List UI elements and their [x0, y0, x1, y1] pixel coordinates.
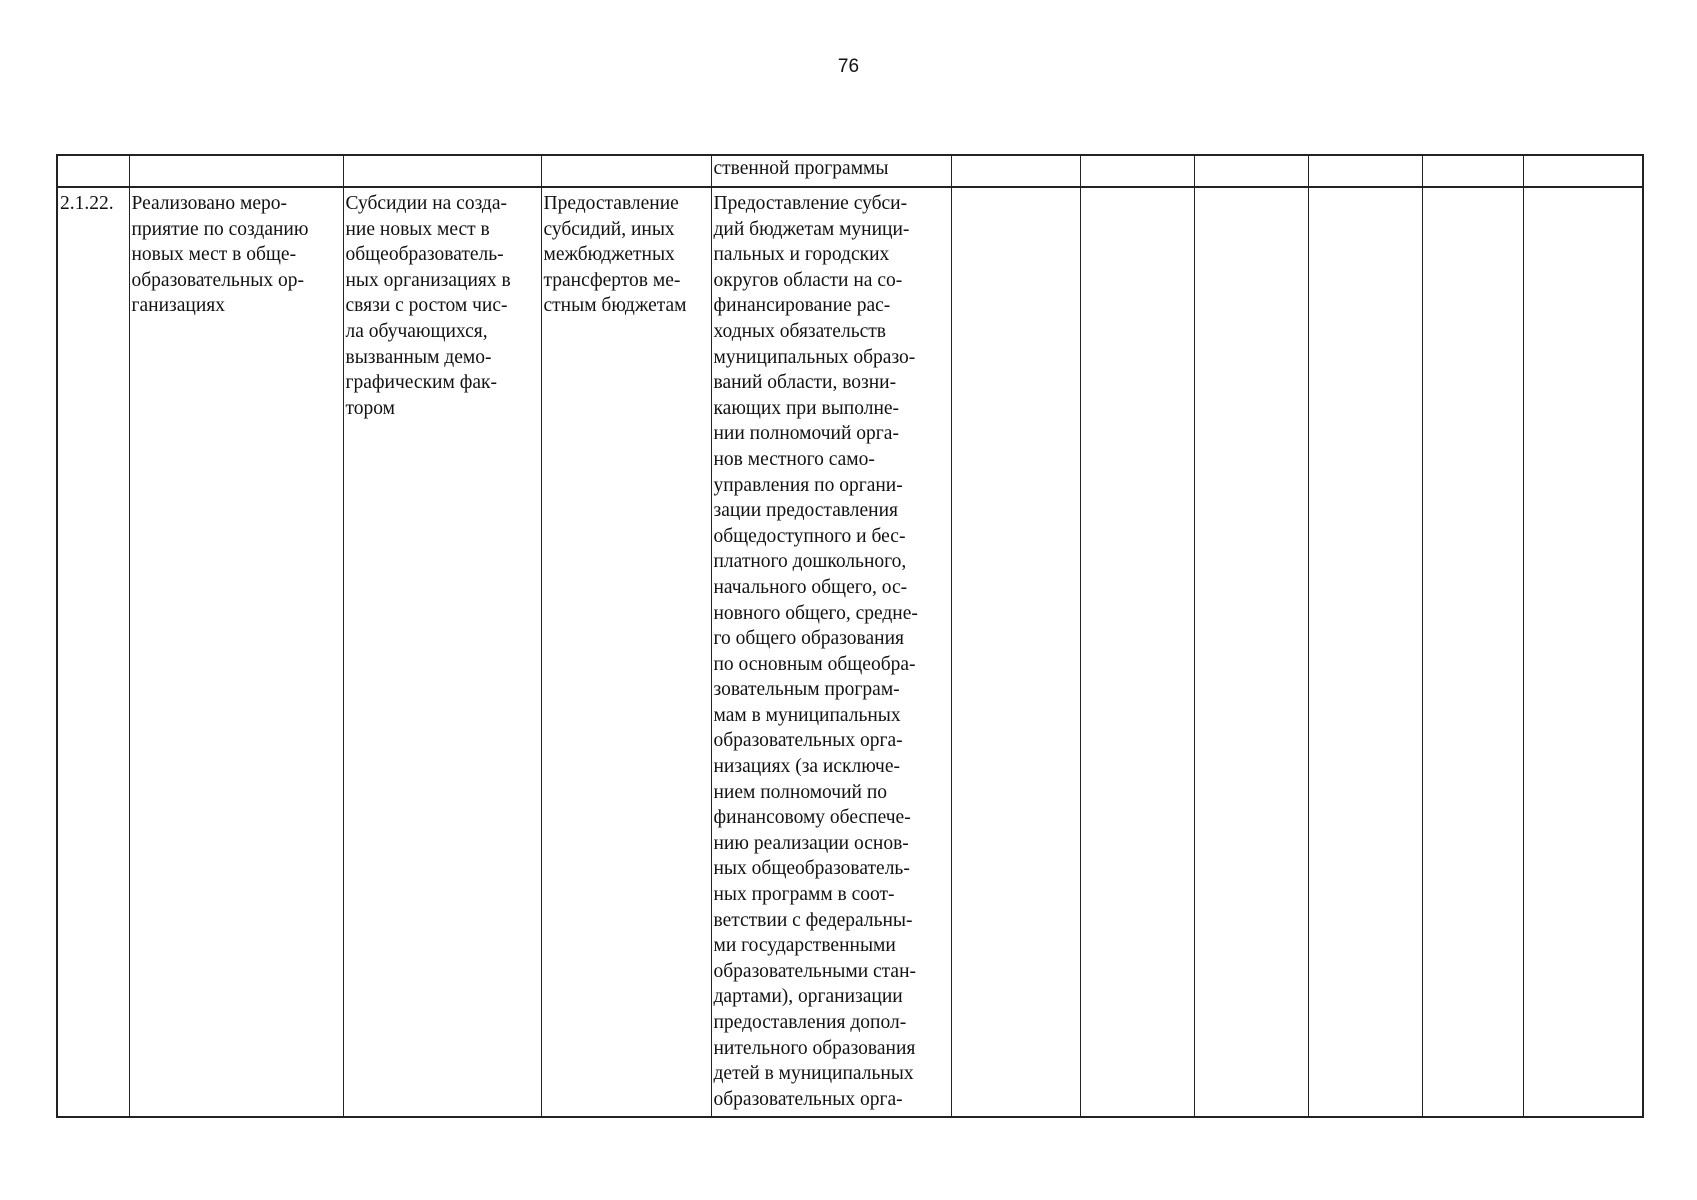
row-number: 2.1.22.: [60, 193, 114, 214]
page-number: 76: [837, 56, 860, 77]
text-line: межбюджетных: [543, 244, 675, 266]
cell-empty-8: [1194, 187, 1308, 1117]
text-line: финансирование рас-: [713, 295, 891, 317]
text-line: предоставления допол-: [713, 1012, 907, 1033]
text-line: нов местного само-: [713, 448, 875, 470]
cell-number: [57, 155, 129, 187]
text-line: образовательными стан-: [713, 960, 917, 982]
text-line: стным бюджетам: [543, 295, 687, 317]
cell-empty-10: [1422, 187, 1523, 1117]
text-line: ваний области, возни-: [713, 372, 897, 394]
text-line: ных общеобразователь-: [713, 858, 910, 880]
text-line: тором: [345, 397, 395, 419]
program-table: [56, 154, 1644, 1118]
text-line: начального общего, ос-: [713, 576, 908, 598]
text-line: новых мест в обще-: [131, 244, 297, 266]
text-line: кающих при выполне-: [713, 397, 900, 419]
text-line: платного дошкольного,: [713, 551, 907, 573]
mechanism-text: [544, 191, 709, 319]
text-line: образовательных ор-: [131, 269, 304, 291]
cell-empty-11: [1523, 187, 1643, 1117]
continuation-text: ственной программы: [713, 158, 889, 179]
text-line: зации предоставления: [713, 500, 899, 522]
text-line: общедоступного и бес-: [713, 525, 906, 547]
text-line: ходных обязательств: [713, 320, 886, 342]
text-line: ми государственными: [713, 935, 896, 957]
cell-empty-6: [951, 187, 1080, 1117]
subsidy-text: [346, 191, 539, 421]
text-line: мам в муниципальных: [713, 704, 901, 726]
cell-description: [711, 187, 951, 1117]
text-line: графическим фак-: [345, 372, 497, 394]
cell-empty-6: [951, 155, 1080, 187]
text-line: пальных и городских: [713, 244, 890, 266]
text-line: образовательных орга-: [713, 730, 903, 752]
cell-subsidy: [343, 187, 541, 1117]
text-line: по основным общеобра-: [713, 653, 916, 675]
text-line: нию реализации основ-: [713, 832, 909, 854]
text-line: нии полномочий орга-: [713, 423, 899, 445]
cell-number: [57, 187, 129, 1117]
text-line: го общего образования: [713, 628, 904, 650]
cell-result: [129, 187, 343, 1117]
text-line: Предоставление: [543, 193, 679, 214]
text-line: ветствии с федеральны-: [713, 909, 913, 931]
cell-empty-11: [1523, 155, 1643, 187]
text-line: Реализовано меро-: [131, 193, 287, 214]
cell-empty-10: [1422, 155, 1523, 187]
text-line: образовательных орга-: [713, 1088, 903, 1110]
text-line: субсидий, иных: [543, 218, 675, 240]
text-line: вызванным демо-: [345, 346, 492, 368]
cell-mechanism: [541, 155, 711, 187]
text-line: ла обучающихся,: [345, 320, 488, 342]
text-line: ных программ в соот-: [713, 884, 895, 906]
text-line: низациях (за исключе-: [713, 756, 900, 778]
text-line: ганизациях: [131, 295, 225, 317]
cell-subsidy: [343, 155, 541, 187]
text-line: ных организациях в: [345, 269, 511, 291]
text-line: новного общего, средне-: [713, 602, 918, 624]
text-line: муниципальных образо-: [713, 346, 916, 368]
text-line: округов области на со-: [713, 269, 903, 291]
text-line: Предоставление субси-: [713, 193, 908, 214]
text-line: связи с ростом чис-: [345, 295, 508, 317]
cell-empty-9: [1308, 187, 1422, 1117]
table-row: [57, 187, 1643, 1117]
text-line: дартами), организации: [713, 986, 903, 1008]
cell-empty-7: [1080, 155, 1194, 187]
text-line: дий бюджетам муници-: [713, 218, 910, 240]
result-text: [132, 191, 341, 319]
text-line: управления по органи-: [713, 474, 903, 496]
description-text: [714, 191, 949, 1112]
text-line: общеобразователь-: [345, 244, 504, 266]
cell-mechanism: [541, 187, 711, 1117]
text-line: трансфертов ме-: [543, 269, 681, 291]
cell-result: [129, 155, 343, 187]
cell-description: [711, 155, 951, 187]
text-line: зовательным програм-: [713, 679, 900, 701]
text-line: нием полномочий по: [713, 781, 888, 803]
text-line: детей в муниципальных: [713, 1063, 914, 1085]
cell-empty-9: [1308, 155, 1422, 187]
text-line: финансовому обеспече-: [713, 807, 911, 829]
text-line: приятие по созданию: [131, 218, 309, 240]
cell-empty-7: [1080, 187, 1194, 1117]
text-line: нительного образования: [713, 1037, 916, 1059]
text-line: Субсидии на созда-: [345, 193, 507, 214]
text-line: ние новых мест в: [345, 218, 490, 240]
cell-empty-8: [1194, 155, 1308, 187]
continuation-row: [57, 155, 1643, 187]
